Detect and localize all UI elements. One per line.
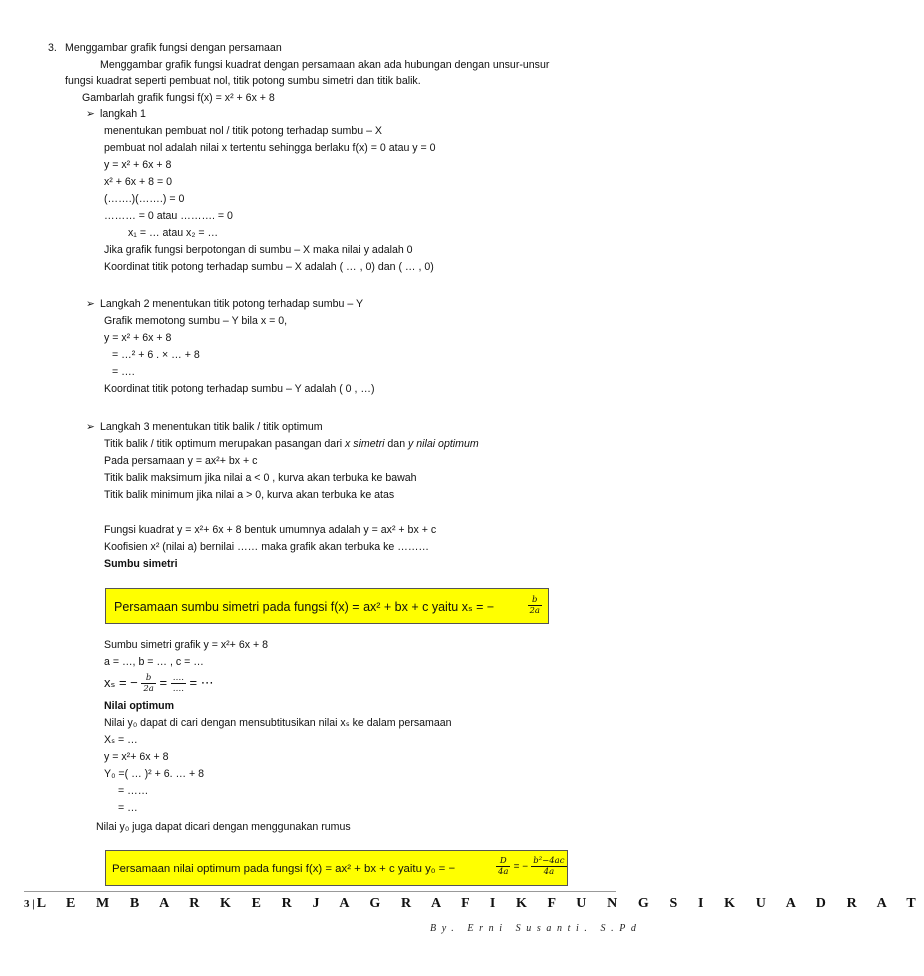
axis-formula-text: Persamaan sumbu simetri pada fungsi f(x) = ax² + bx + c yaitu xₛ = − — [114, 600, 495, 614]
intro-line-2: fungsi kuadrat seperti pembuat nol, titik potong sumbu simetri dan titik balik. — [65, 75, 421, 87]
step1-title: langkah 1 — [100, 108, 146, 120]
optimum-formula-box — [105, 850, 568, 886]
intro-line-1: Menggambar grafik fungsi kuadrat dengan persamaan akan ada hubungan dengan unsur-unsur — [100, 59, 550, 71]
step1-line: x₁ = … atau x₂ = … — [128, 227, 219, 239]
arrow-bullet-icon: ➢ — [86, 108, 95, 120]
optimum-line: Nilai y₀ juga dapat dicari dengan menggunakan rumus — [96, 821, 351, 833]
step2-line: Grafik memotong sumbu – Y bila x = 0, — [104, 315, 288, 327]
step3-line: Titik balik minimum jika nilai a > 0, kurva akan terbuka ke atas — [104, 489, 395, 501]
optimum-line: Y₀ =( … )² + 6. … + 8 — [104, 768, 205, 780]
footer-divider — [24, 891, 616, 892]
sumbu-simetri-heading: Sumbu simetri — [104, 558, 178, 570]
fraction — [141, 673, 155, 694]
symmetry-line: a = …, b = … , c = … — [104, 656, 204, 668]
fraction-numerator: b — [528, 595, 542, 606]
page-number: 3 | — [24, 898, 35, 910]
step2-line: Koordinat titik potong terhadap sumbu – Y adalah ( 0 , …) — [104, 383, 375, 395]
step1-line: y = x² + 6x + 8 — [104, 159, 172, 171]
step2-heading — [86, 296, 363, 312]
fraction-denominator: 2a — [529, 606, 540, 616]
step1-line: menentukan pembuat nol / titik potong terhadap sumbu – X — [104, 125, 382, 137]
fraction-numerator: D — [496, 856, 510, 867]
fraction — [496, 856, 510, 877]
fraction-denominator: 4a — [498, 867, 509, 877]
step1-line: Koordinat titik potong terhadap sumbu – X adalah ( … , 0) dan ( … , 0) — [104, 261, 434, 273]
step1-line: x² + 6x + 8 = 0 — [104, 176, 173, 188]
step2-line: = …² + 6 . × … + 8 — [112, 349, 200, 361]
text-run: = ⋯ — [189, 675, 214, 690]
optimum-line: = … — [118, 802, 138, 814]
fraction-denominator: 2a — [143, 684, 154, 695]
text-run: dan — [384, 438, 409, 450]
symmetry-formula — [104, 672, 214, 694]
step1-line: Jika grafik fungsi berpotongan di sumbu – X maka nilai y adalah 0 — [104, 244, 413, 256]
nilai-optimum-heading: Nilai optimum — [104, 700, 175, 712]
step3-line: Fungsi kuadrat y = x²+ 6x + 8 bentuk umumnya adalah y = ax² + bx + c — [104, 524, 437, 536]
optimum-formula-fractions — [496, 856, 567, 877]
fraction-numerator: …. — [172, 673, 184, 684]
fraction — [171, 673, 186, 694]
task-line: Gambarlah grafik fungsi f(x) = x² + 6x + 8 — [82, 92, 275, 104]
step1-line: (…….)(…….) = 0 — [104, 193, 185, 205]
fraction — [531, 856, 566, 877]
step3-heading — [86, 419, 323, 435]
arrow-bullet-icon: ➢ — [86, 298, 95, 310]
axis-formula-box — [105, 588, 549, 624]
x-simetri-term: x simetri — [345, 438, 385, 450]
step2-line: y = x² + 6x + 8 — [104, 332, 172, 344]
symmetry-line: Sumbu simetri grafik y = x²+ 6x + 8 — [104, 639, 268, 651]
optimum-formula-text: Persamaan nilai optimum pada fungsi f(x) = ax² + bx + c yaitu y₀ = − — [112, 863, 456, 875]
arrow-bullet-icon: ➢ — [86, 421, 95, 433]
fraction-numerator: b²−4ac — [533, 856, 565, 866]
optimum-line: Xₛ = … — [104, 734, 138, 746]
fraction-numerator: b — [141, 673, 155, 684]
step1-line: pembuat nol adalah nilai x tertentu sehingga berlaku f(x) = 0 atau y = 0 — [104, 142, 436, 154]
step3-title: Langkah 3 menentukan titik balik / titik optimum — [100, 421, 323, 433]
step1-heading — [86, 106, 146, 122]
section-number: 3. — [48, 42, 57, 54]
step2-title: Langkah 2 menentukan titik potong terhadap sumbu – Y — [100, 298, 364, 310]
fraction-denominator: 4a — [543, 867, 555, 877]
optimum-line: Nilai y₀ dapat di cari dengan mensubtitusikan nilai xₛ ke dalam persamaan — [104, 717, 452, 729]
text-run: xₛ = − — [104, 675, 138, 690]
step3-line: Koofisien x² (nilai a) bernilai …… maka grafik akan terbuka ke ……… — [104, 541, 430, 553]
text-run: = — [159, 675, 168, 690]
step1-line: ……… = 0 atau ………. = 0 — [104, 210, 233, 222]
y-optimum-term: y nilai optimum — [408, 438, 479, 450]
fraction — [528, 595, 542, 616]
text-run: Titik balik / titik optimum merupakan pasangan dari — [104, 438, 346, 450]
footer-title — [24, 896, 924, 912]
step3-line — [104, 436, 479, 452]
footer-byline: By. Erni Susanti. S.Pd — [430, 923, 642, 934]
text-run: = − — [513, 861, 529, 873]
step2-line: = …. — [112, 366, 135, 378]
optimum-line: y = x²+ 6x + 8 — [104, 751, 169, 763]
optimum-line: = …… — [118, 785, 149, 797]
footer-heading: L E M B A R K E R J A G R A F I K F U N G S I K U A D R A T — [36, 896, 924, 911]
section-title: Menggambar grafik fungsi dengan persamaan — [65, 42, 282, 54]
step3-line: Pada persamaan y = ax²+ bx + c — [104, 455, 258, 467]
fraction-denominator: …. — [172, 684, 184, 695]
step3-line: Titik balik maksimum jika nilai a < 0 , kurva akan terbuka ke bawah — [104, 472, 417, 484]
